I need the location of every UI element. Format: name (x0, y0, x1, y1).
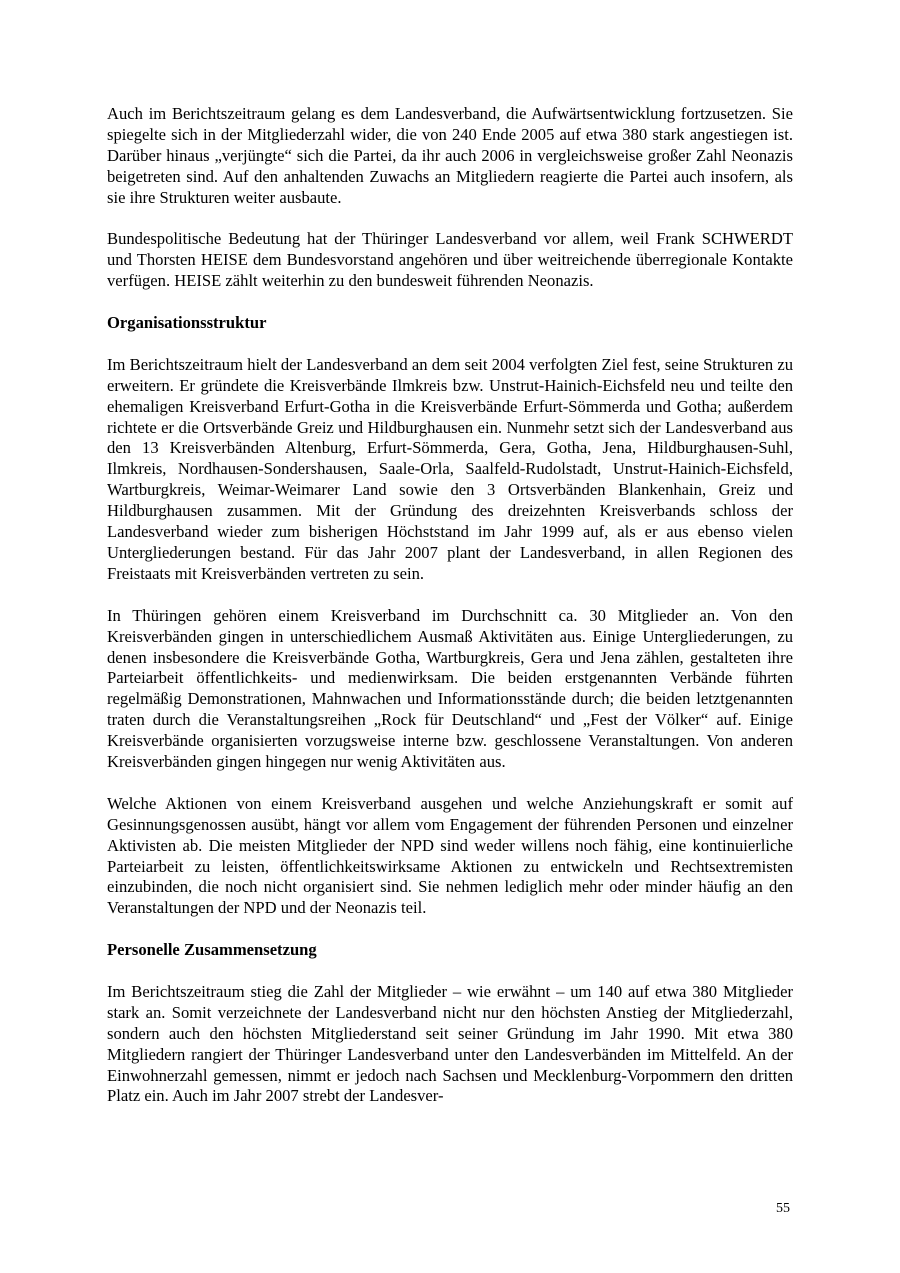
document-page (107, 104, 793, 1128)
paragraph-growth: Auch im Berichtszeitraum gelang es dem Landesverband, die Aufwärtsentwicklung fortzusetzen. Sie spiegelte sich in der Mitgliederzahl wider, die von 240 Ende 2005 auf etwa 380 stark angestiegen ist. Darüber hinaus „verjüngte“ sich die Partei, da ihr auch 2006 in vergleichsweise großer Zahl Neonazis beigetreten sind. Auf den anhaltenden Zuwachs an Mitgliedern reagierte die Partei auch insofern, als sie ihre Strukturen weiter ausbaute. (107, 104, 793, 207)
paragraph-district-activities: In Thüringen gehören einem Kreisverband im Durchschnitt ca. 30 Mitglieder an. Von den Kreisverbänden gingen in unterschiedlichem Ausmaß Aktivitäten aus. Einige Untergliederungen, zu denen insbesondere die Kreisverbände Gotha, Wartburgkreis, Gera und Jena zählen, gestalteten ihre Parteiarbeit öffentlichkeits- und medienwirksam. Die beiden erstgenannten Verbände führten regelmäßig Demonstrationen, Mahnwachen und Informationsstände durch; die beiden letztgenannten traten durch die Veranstaltungsreihen „Rock für Deutschland“ und „Fest der Völker“ auf. Einige Kreisverbände organisierten vorzugsweise interne bzw. geschlossene Veranstaltungen. Von anderen Kreisverbänden gingen hingegen nur wenig Aktivitäten aus. (107, 605, 793, 772)
heading-organisationsstruktur: Organisationsstruktur (107, 313, 267, 333)
paragraph-membership: Im Berichtszeitraum stieg die Zahl der Mitglieder – wie erwähnt – um 140 auf etwa 380 Mitglieder stark an. Somit verzeichnete der Landesverband nicht nur den höchsten Anstieg der Mitgliederzahl, sondern auch den höchsten Mitgliederstand seit seiner Gründung im Jahr 1990. Mit etwa 380 Mitgliedern rangiert der Thüringer Landesverband unter den Landesverbänden im Mittelfeld. An der Einwohnerzahl gemessen, nimmt er jedoch nach Sachsen und Mecklenburg-Vorpommern den dritten Platz ein. Auch im Jahr 2007 strebt der Landesver- (107, 981, 793, 1106)
paragraph-structure: Im Berichtszeitraum hielt der Landesverband an dem seit 2004 verfolgten Ziel fest, seine Strukturen zu erweitern. Er gründete die Kreisverbände Ilmkreis bzw. Unstrut-Hainich-Eichsfeld neu und teilte den ehemaligen Kreisverband Erfurt-Gotha in die Kreisverbände Erfurt-Sömmerda und Gotha; außerdem richtete er die Ortsverbände Greiz und Hildburghausen ein. Nunmehr setzt sich der Landesverband aus den 13 Kreisverbänden Altenburg, Erfurt-Sömmerda, Gera, Gotha, Jena, Hildburghausen-Suhl, Ilmkreis, Nordhausen-Sondershausen, Saale-Orla, Saalfeld-Rudolstadt, Unstrut-Hainich-Eichsfeld, Wartburgkreis, Weimar-Weimarer Land sowie den 3 Ortsverbänden Blankenhain, Greiz und Hildburghausen zusammen. Mit der Gründung des dreizehnten Kreisverbands schloss der Landesverband wieder zum bisherigen Höchststand im Jahr 1999 auf, als er aus ebenso vielen Untergliederungen bestand. Für das Jahr 2007 plant der Landesverband, in allen Regionen des Freistaats mit Kreisverbänden vertreten zu sein. (107, 354, 793, 583)
paragraph-federal-significance: Bundespolitische Bedeutung hat der Thüringer Landesverband vor allem, weil Frank SCHWERDT und Thorsten HEISE dem Bundesvorstand angehören und über weitreichende überregionale Kontakte verfügen. HEISE zählt weiterhin zu den bundesweit führenden Neonazis. (107, 229, 793, 291)
heading-personelle-zusammensetzung: Personelle Zusammensetzung (107, 940, 317, 960)
paragraph-engagement: Welche Aktionen von einem Kreisverband ausgehen und welche Anziehungskraft er somit auf Gesinnungsgenossen ausübt, hängt vor allem vom Engagement der führenden Personen und einzelner Aktivisten ab. Die meisten Mitglieder der NPD sind weder willens noch fähig, eine kontinuierliche Parteiarbeit zu leisten, öffentlichkeitswirksame Aktionen zu entwickeln und Rechtsextremisten einzubinden, die noch nicht organisiert sind. Sie nehmen lediglich mehr oder minder häufig an den Veranstaltungen der NPD und der Neonazis teil. (107, 793, 793, 918)
page-number: 55 (776, 1201, 790, 1216)
